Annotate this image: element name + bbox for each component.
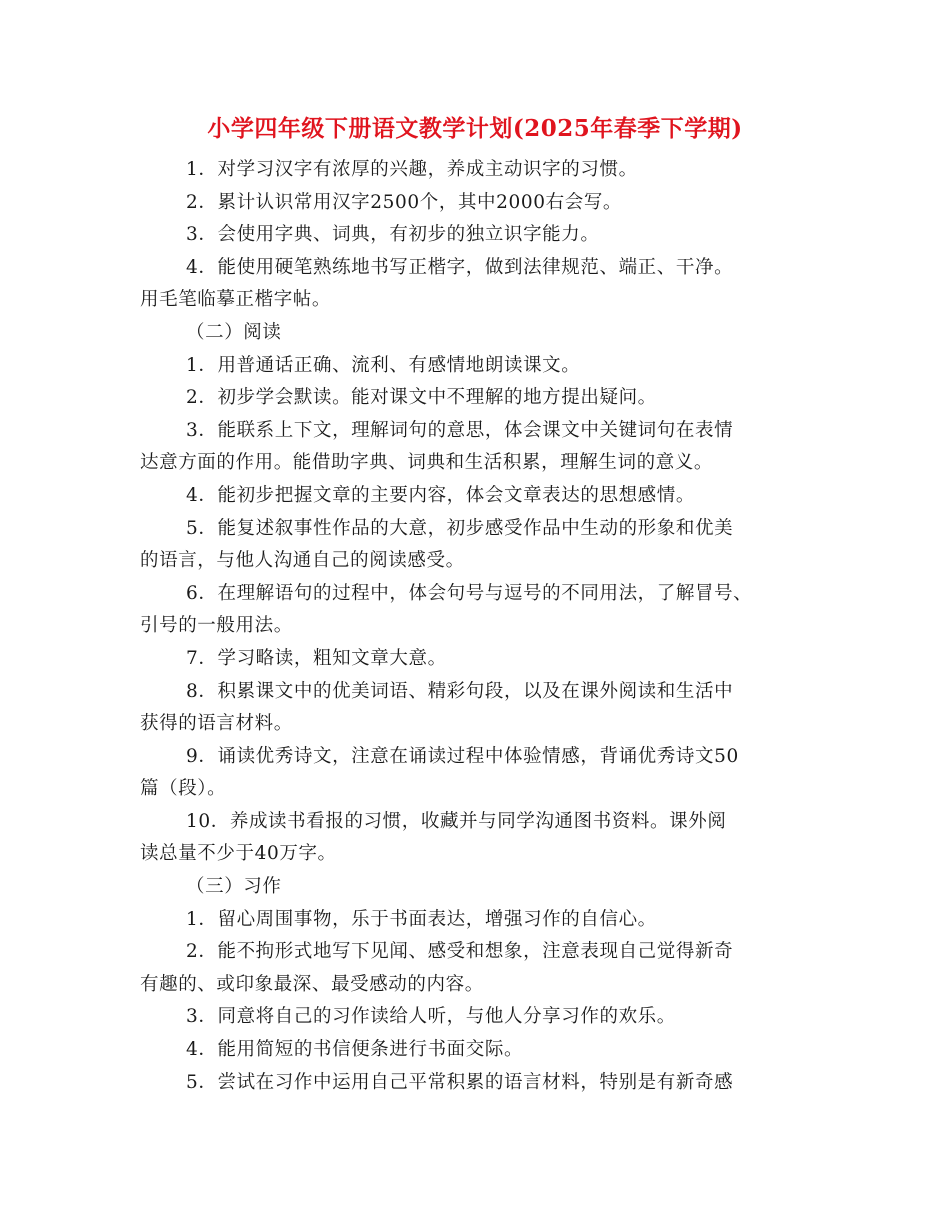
text-line: 用毛笔临摹正楷字帖。: [140, 289, 332, 311]
text-line: 4．能用简短的书信便条进行书面交际。: [186, 1039, 524, 1061]
text-line: 2．能不拘形式地写下见闻、感受和想象，注意表现自己觉得新奇: [186, 941, 734, 963]
text-line: 获得的语言材料。: [140, 713, 293, 735]
text-line: 读总量不少于40万字。: [140, 843, 337, 865]
text-line: 有趣的、或印象最深、最受感动的内容。: [140, 973, 484, 995]
text-line: 3．会使用字典、词典，有初步的独立识字能力。: [186, 224, 600, 246]
text-line: 3．能联系上下文，理解词句的意思，体会课文中关键词句在表情: [186, 419, 734, 441]
text-line: 篇（段）。: [140, 778, 227, 800]
text-line: 10．养成读书看报的习惯，收藏并与同学沟通图书资料。课外阅: [186, 810, 727, 832]
text-line: 4．能初步把握文章的主要内容，体会文章表达的思想感情。: [186, 484, 695, 506]
text-line: 2．累计认识常用汉字2500个，其中2000右会写。: [186, 191, 623, 213]
text-line: 7．学习略读，粗知文章大意。: [186, 647, 447, 669]
text-line: 1．用普通话正确、流利、有感情地朗读课文。: [186, 354, 581, 376]
text-line: 6．在理解语句的过程中，体会句号与逗号的不同用法，了解冒号、: [186, 582, 753, 604]
document-body: [140, 154, 830, 1099]
text-line: 1．留心周围事物，乐于书面表达，增强习作的自信心。: [186, 908, 657, 930]
text-line: 9．诵读优秀诗文，注意在诵读过程中体验情感，背诵优秀诗文50: [186, 745, 739, 767]
document-title: 小学四年级下册语文教学计划(2025年春季下学期): [207, 115, 743, 142]
text-line: 2．初步学会默读。能对课文中不理解的地方提出疑问。: [186, 387, 657, 409]
text-line: 1．对学习汉字有浓厚的兴趣，养成主动识字的习惯。: [186, 159, 638, 180]
text-line: 8．积累课文中的优美词语、精彩句段，以及在课外阅读和生活中: [186, 680, 734, 702]
text-line: 5．尝试在习作中运用自己平常积累的语言材料，特别是有新奇感: [186, 1071, 734, 1093]
text-line: 3．同意将自己的习作读给人听，与他人分享习作的欢乐。: [186, 1006, 676, 1028]
text-line: 的语言，与他人沟通自己的阅读感受。: [140, 550, 465, 572]
text-line: 5．能复述叙事性作品的大意，初步感受作品中生动的形象和优美: [186, 517, 734, 539]
text-line: （三）习作: [186, 876, 282, 898]
text-line: 4．能使用硬笔熟练地书写正楷字，做到法律规范、端正、干净。: [186, 256, 734, 278]
text-line: 引号的一般用法。: [140, 615, 293, 637]
text-line: 达意方面的作用。能借助字典、词典和生活积累，理解生词的意义。: [140, 452, 714, 474]
text-line: （二）阅读: [186, 321, 282, 343]
